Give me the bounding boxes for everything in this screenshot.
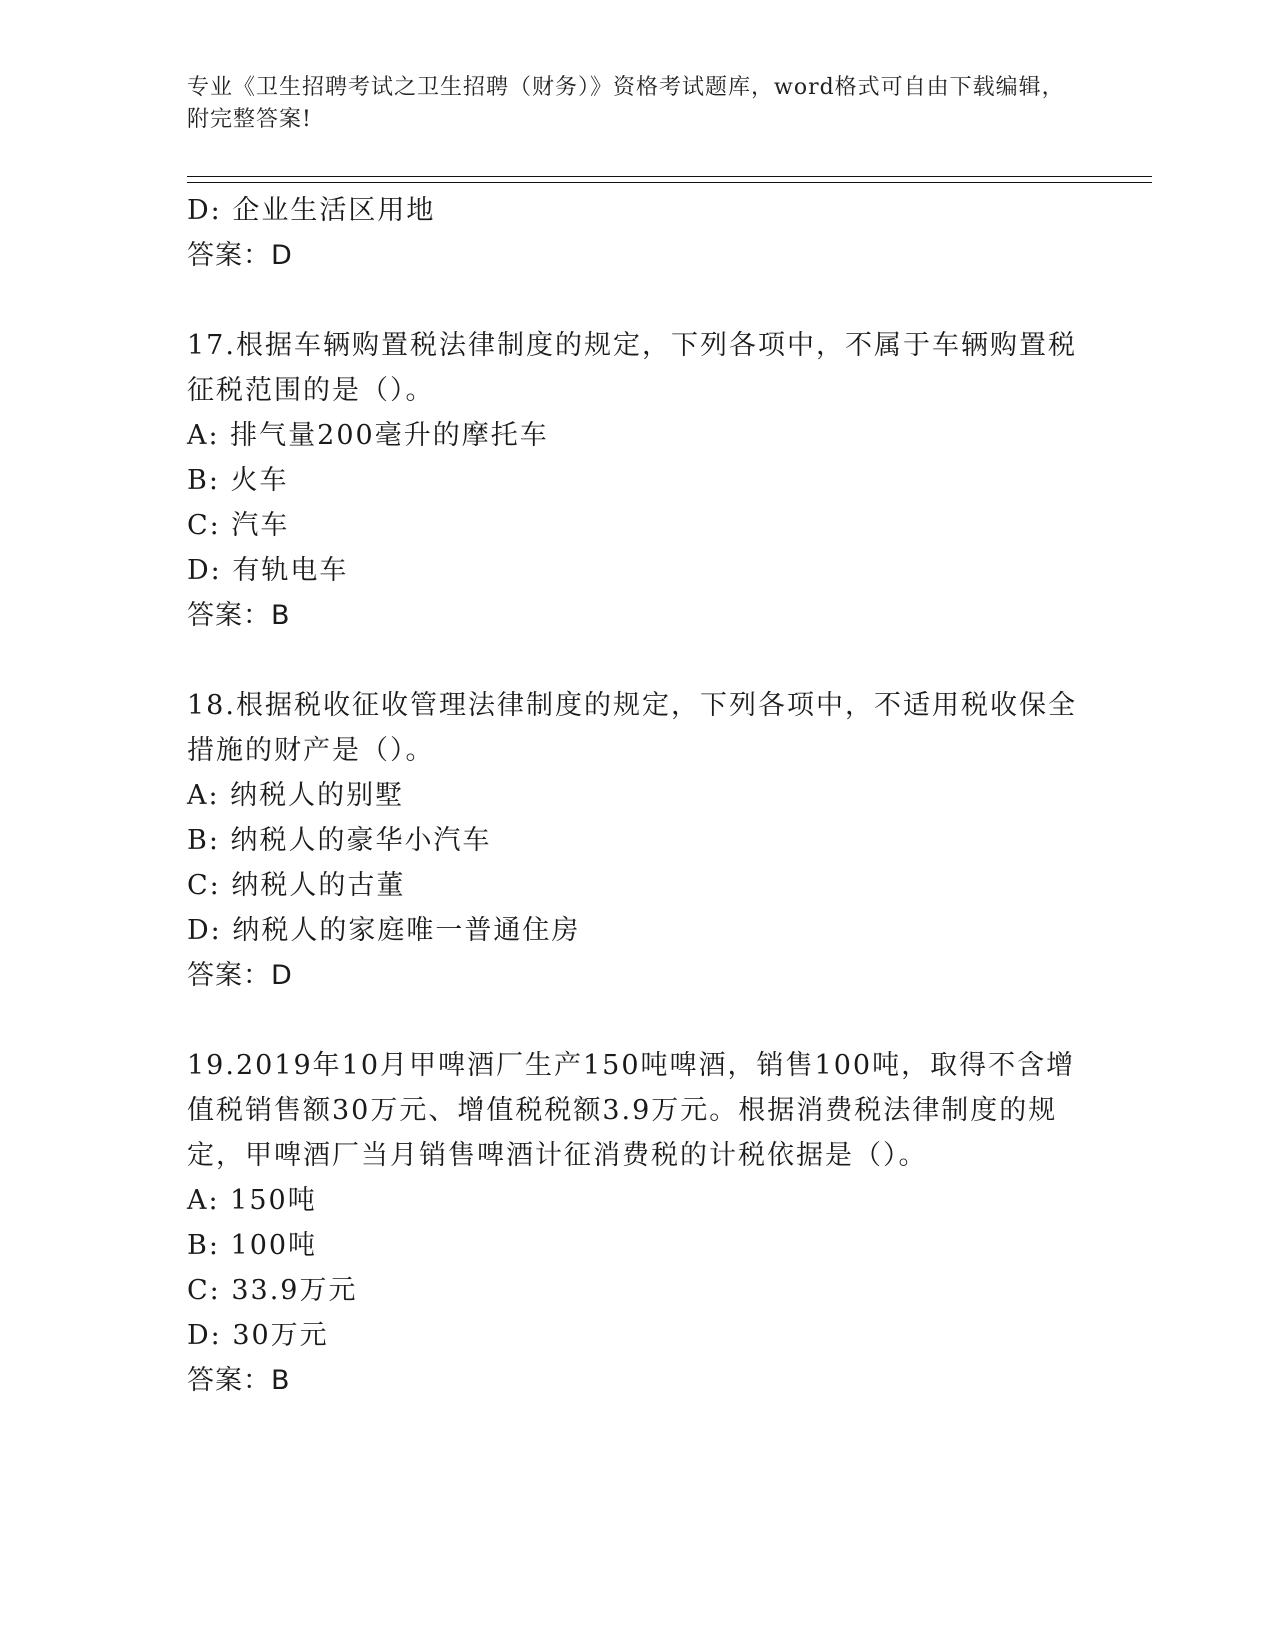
option-d: D: 30万元 [187, 1320, 329, 1351]
spacer [187, 638, 1087, 683]
option-a: A: 纳税人的别墅 [187, 780, 405, 811]
option-c: C: 汽车 [187, 510, 290, 541]
previous-option-d: D: 企业生活区用地 [187, 195, 436, 226]
question-text-line: 措施的财产是（）。 [187, 735, 435, 766]
spacer [187, 278, 1087, 323]
spacer [187, 998, 1087, 1043]
question-text-line: 定，甲啤酒厂当月销售啤酒计征消费税的计税依据是（）。 [187, 1140, 928, 1171]
question-list [187, 188, 1087, 1403]
option-b: B: 100吨 [187, 1230, 318, 1261]
question-text-line: 值税销售额30万元、增值税税额3.9万元。根据消费税法律制度的规 [187, 1095, 1058, 1126]
header-divider-top [187, 176, 1152, 177]
question-18 [187, 683, 1087, 998]
option-b: B: 火车 [187, 465, 289, 496]
option-c: C: 33.9万元 [187, 1275, 358, 1306]
option-c: C: 纳税人的古董 [187, 870, 406, 901]
option-d: D: 有轨电车 [187, 555, 349, 586]
option-a: A: 150吨 [187, 1185, 317, 1216]
question-17 [187, 323, 1087, 638]
header-divider-bottom [187, 182, 1152, 183]
document-header: 专业《卫生招聘考试之卫生招聘（财务）》资格考试题库，word格式可自由下载编辑，附完整答案! [187, 75, 1065, 132]
option-d: D: 纳税人的家庭唯一普通住房 [187, 915, 581, 946]
option-a: A: 排气量200毫升的摩托车 [187, 420, 549, 451]
answer: 答案：D [187, 960, 293, 991]
question-text-line: 18.根据税收征收管理法律制度的规定，下列各项中，不适用税收保全 [187, 690, 1077, 721]
question-text-line: 19.2019年10月甲啤酒厂生产150吨啤酒，销售100吨，取得不含增 [187, 1050, 1076, 1081]
answer: 答案：B [187, 1365, 291, 1396]
previous-answer: 答案：D [187, 240, 293, 271]
question-text-line: 征税范围的是（）。 [187, 375, 435, 406]
question-19 [187, 1043, 1087, 1403]
option-b: B: 纳税人的豪华小汽车 [187, 825, 492, 856]
question-text-line: 17.根据车辆购置税法律制度的规定，下列各项中，不属于车辆购置税 [187, 330, 1077, 361]
answer: 答案：B [187, 600, 291, 631]
